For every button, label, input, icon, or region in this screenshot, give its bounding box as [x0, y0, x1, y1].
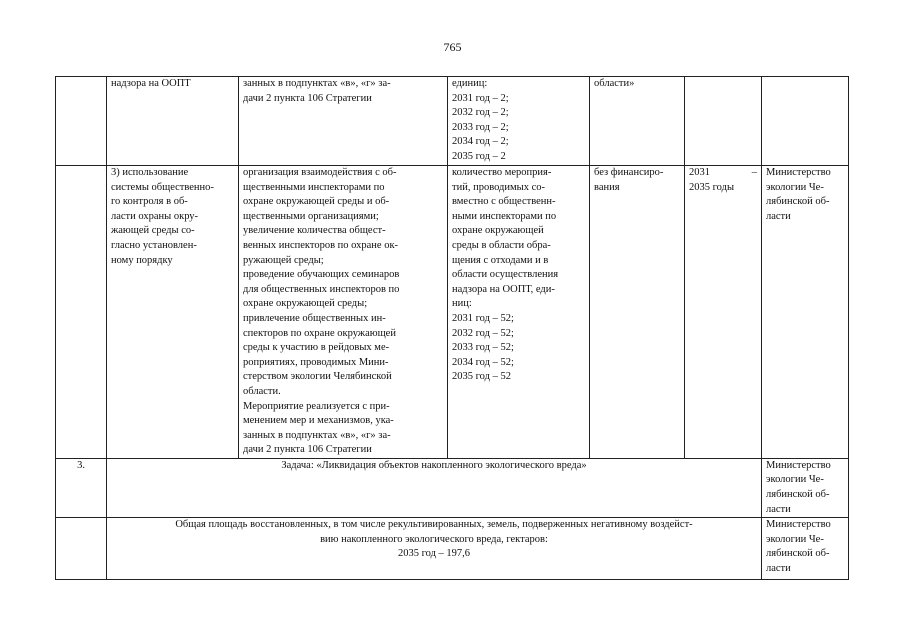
text-line: увеличение количества общест- [243, 225, 386, 237]
cell-responsible [762, 77, 849, 166]
text-line: ному порядку [111, 254, 173, 266]
text-line: щественными организациями; [243, 210, 379, 222]
text-line: 2035 год – 52 [452, 371, 511, 383]
text-line: занных в подпунктах «в», «г» за- [243, 429, 391, 441]
text-line: ласти [766, 210, 791, 222]
text-line: ласти охраны окру- [111, 210, 199, 222]
table-row [56, 166, 849, 459]
text-line: жающей среды со- [111, 225, 195, 237]
text-line: щественными инспекторами по [243, 181, 385, 193]
text-line: количество мероприя- [452, 167, 552, 178]
measures-table [55, 76, 849, 580]
text-line: занных в подпунктах «в», «г» за- [243, 78, 391, 89]
period-dash: – [751, 167, 757, 178]
text-line: лябинской об- [766, 489, 830, 501]
text-line: охране окружающей среды и об- [243, 196, 390, 208]
text-line: го контроля в об- [111, 196, 188, 208]
text-line: лябинской об- [766, 548, 830, 560]
text-line: привлечение общественных ин- [243, 312, 386, 324]
text-line: надзора на ООПТ, еди- [452, 283, 555, 295]
text-line: лябинской об- [766, 196, 830, 208]
text-line: дачи 2 пункта 106 Стратегии [243, 444, 372, 456]
text-line: дачи 2 пункта 106 Стратегии [243, 92, 372, 104]
text-line: вию накопленного экологического вреда, гектаров: [320, 533, 548, 545]
period-start: 2031 [689, 167, 710, 178]
text-line: системы общественно- [111, 181, 214, 193]
text-line: 2034 год – 52; [452, 356, 514, 368]
text-line: щения с отходами и в [452, 254, 549, 266]
text-line: проведение обучающих семинаров [243, 269, 400, 281]
text-line: 2031 год – 52; [452, 312, 514, 324]
text-line: экологии Че- [766, 181, 824, 193]
text-line: вместно с общественн- [452, 196, 556, 208]
text-line: венных инспекторов по охране ок- [243, 239, 399, 251]
cell-financing: области» [590, 77, 685, 166]
text-line: гласно установлен- [111, 239, 197, 251]
cell-period [685, 77, 762, 166]
text-line: стерством экологии Челябинской [243, 371, 392, 383]
text-line: ными инспекторами по [452, 210, 557, 222]
text-line: ласти [766, 503, 791, 515]
cell-responsible [762, 518, 849, 580]
period-end: 2035 годы [689, 181, 735, 193]
text-line: Министерство [766, 459, 831, 471]
text-line: организация взаимодействия с об- [243, 167, 397, 178]
text-line: 2032 год – 2; [452, 107, 509, 119]
cell-measure [107, 166, 239, 459]
cell-indicator [448, 77, 590, 166]
text-line: роприятиях, проводимых Мини- [243, 356, 389, 368]
cell-responsible [762, 166, 849, 459]
text-line: 3) использование [111, 167, 189, 178]
cell-total-indicator [107, 518, 762, 580]
text-line: 2034 год – 2; [452, 136, 509, 148]
text-line: области. [243, 385, 281, 397]
text-line: Министерство [766, 167, 831, 178]
text-line: экологии Че- [766, 474, 824, 486]
text-line: Общая площадь восстановленных, в том числе рекультивированных, земель, подверженных негативному воздейст- [175, 519, 693, 531]
cell-period [685, 166, 762, 459]
text-line: 2035 год – 2 [452, 150, 506, 162]
text-line: 2032 год – 52; [452, 327, 514, 339]
cell-content [239, 166, 448, 459]
table-row [56, 77, 849, 166]
text-line: охране окружающей среды; [243, 298, 368, 310]
cell-financing [590, 166, 685, 459]
text-line: 2033 год – 52; [452, 342, 514, 354]
text-line: 2031 год – 2; [452, 92, 509, 104]
text-line: Мероприятие реализуется с при- [243, 400, 390, 412]
cell-measure: надзора на ООПТ [107, 77, 239, 166]
text-line: единиц: [452, 78, 488, 89]
text-line: среды в области обра- [452, 239, 551, 251]
cell-task-number: 3. [56, 458, 107, 517]
text-line: 2035 год – 197,6 [397, 548, 471, 560]
text-line: спекторов по охране окружающей [243, 327, 396, 339]
text-line: экологии Че- [766, 533, 824, 545]
text-line: менением мер и механизмов, ука- [243, 415, 394, 427]
page-number: 765 [443, 40, 462, 54]
text-line: ниц: [452, 298, 472, 310]
text-line: Министерство [766, 519, 831, 531]
text-line: без финансиро- [594, 167, 664, 178]
text-line: ласти [766, 563, 791, 575]
cell-task-title: Задача: «Ликвидация объектов накопленного экологического вреда» [107, 458, 762, 517]
table-row [56, 518, 849, 580]
cell-number [56, 166, 107, 459]
cell-content [239, 77, 448, 166]
text-line: вания [594, 181, 620, 193]
cell-number [56, 518, 107, 580]
text-line: тий, проводимых со- [452, 181, 545, 193]
cell-number [56, 77, 107, 166]
cell-indicator [448, 166, 590, 459]
table-row [56, 458, 849, 517]
text-line: для общественных инспекторов по [243, 283, 400, 295]
cell-responsible [762, 458, 849, 517]
text-line: 2033 год – 2; [452, 121, 509, 133]
text-line: ружающей среды; [243, 254, 324, 266]
text-line: охране окружающей [452, 225, 544, 237]
text-line: среды к участию в рейдовых ме- [243, 342, 390, 354]
text-line: области осуществления [452, 269, 559, 281]
